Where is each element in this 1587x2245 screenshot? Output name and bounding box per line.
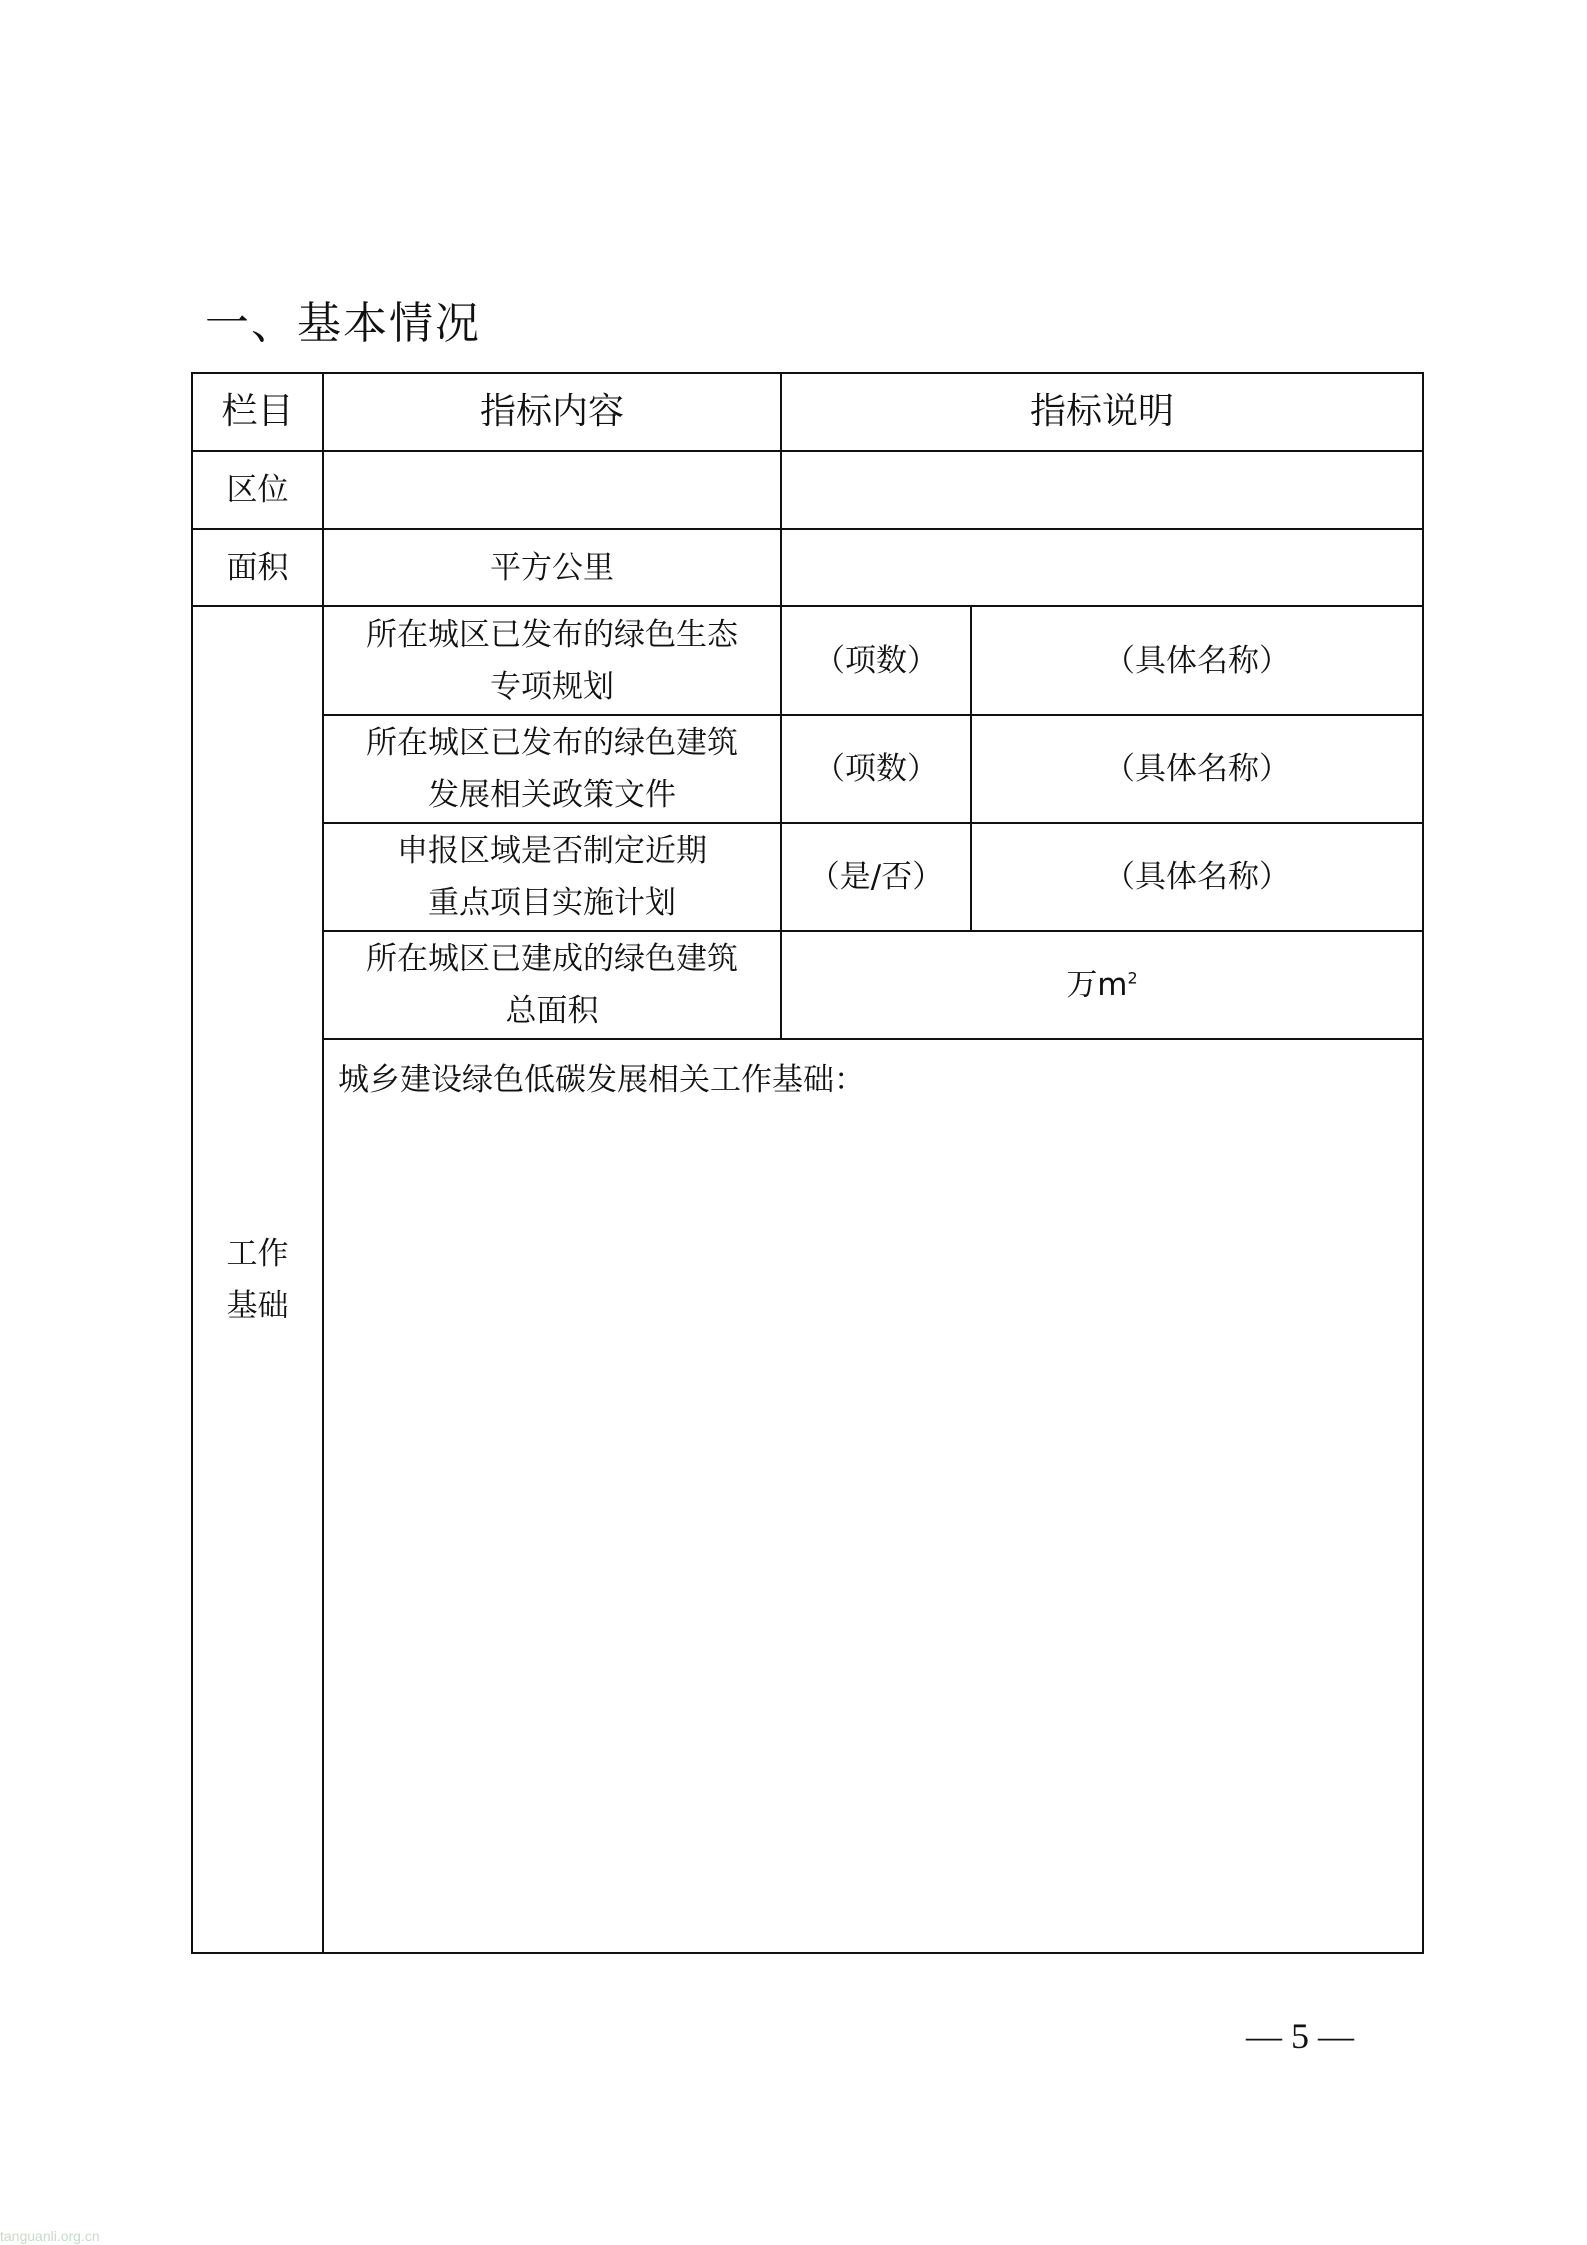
area-row — [192, 529, 1423, 606]
work-basis-label — [192, 606, 323, 1953]
unit-text: 万m — [1066, 967, 1128, 1003]
yes-no-cell[interactable]: （是/否） — [781, 823, 971, 931]
indicator-text-line2: 总面积 — [505, 993, 599, 1029]
page-number: — 5 — — [1246, 2016, 1354, 2056]
green-area-value-cell[interactable] — [781, 931, 1423, 1039]
indicator-text-line1: 所在城区已建成的绿色建筑 — [366, 941, 738, 977]
area-note-cell[interactable] — [781, 529, 1423, 606]
indicator-text-line1: 申报区域是否制定近期 — [397, 833, 707, 869]
header-note: 指标说明 — [781, 373, 1423, 451]
indicator-text-line2: 发展相关政策文件 — [428, 777, 676, 813]
name-cell[interactable]: （具体名称） — [971, 823, 1423, 931]
header-content: 指标内容 — [323, 373, 781, 451]
header-item: 栏目 — [192, 373, 323, 451]
location-content-cell[interactable] — [323, 451, 781, 529]
work-basis-row — [192, 1039, 1423, 1953]
indicator-content — [323, 931, 781, 1039]
work-basis-prompt: 城乡建设绿色低碳发展相关工作基础： — [338, 1062, 865, 1098]
work-basis-content-cell[interactable] — [323, 1039, 1423, 1953]
green-area-unit — [1066, 967, 1137, 1003]
indicator-content — [323, 606, 781, 715]
name-cell[interactable]: （具体名称） — [971, 715, 1423, 823]
indicator-content — [323, 823, 781, 931]
location-label: 区位 — [192, 451, 323, 529]
green-area-row — [192, 931, 1423, 1039]
section-title: 一、基本情况 — [205, 298, 481, 349]
indicator-text-line2: 重点项目实施计划 — [428, 885, 676, 921]
header-row — [192, 373, 1423, 451]
work-basis-label-line1: 工作 — [226, 1235, 289, 1272]
name-cell[interactable]: （具体名称） — [971, 606, 1423, 715]
table-row — [192, 606, 1423, 715]
location-row — [192, 451, 1423, 529]
table-row — [192, 715, 1423, 823]
count-cell[interactable]: （项数） — [781, 715, 971, 823]
table-row — [192, 823, 1423, 931]
area-content-cell[interactable] — [323, 529, 781, 606]
unit-superscript: 2 — [1127, 968, 1138, 988]
area-label: 面积 — [192, 529, 323, 606]
count-cell[interactable]: （项数） — [781, 606, 971, 715]
indicator-text-line1: 所在城区已发布的绿色建筑 — [366, 725, 738, 761]
basic-info-table — [191, 372, 1424, 1954]
indicator-content — [323, 715, 781, 823]
indicator-text-line2: 专项规划 — [490, 668, 614, 705]
watermark: tanguanli.org.cn — [0, 2228, 100, 2244]
location-note-cell[interactable] — [781, 451, 1423, 529]
indicator-text-line1: 所在城区已发布的绿色生态 — [366, 616, 738, 653]
work-basis-label-line2: 基础 — [226, 1287, 289, 1324]
area-unit: 平方公里 — [490, 549, 614, 586]
